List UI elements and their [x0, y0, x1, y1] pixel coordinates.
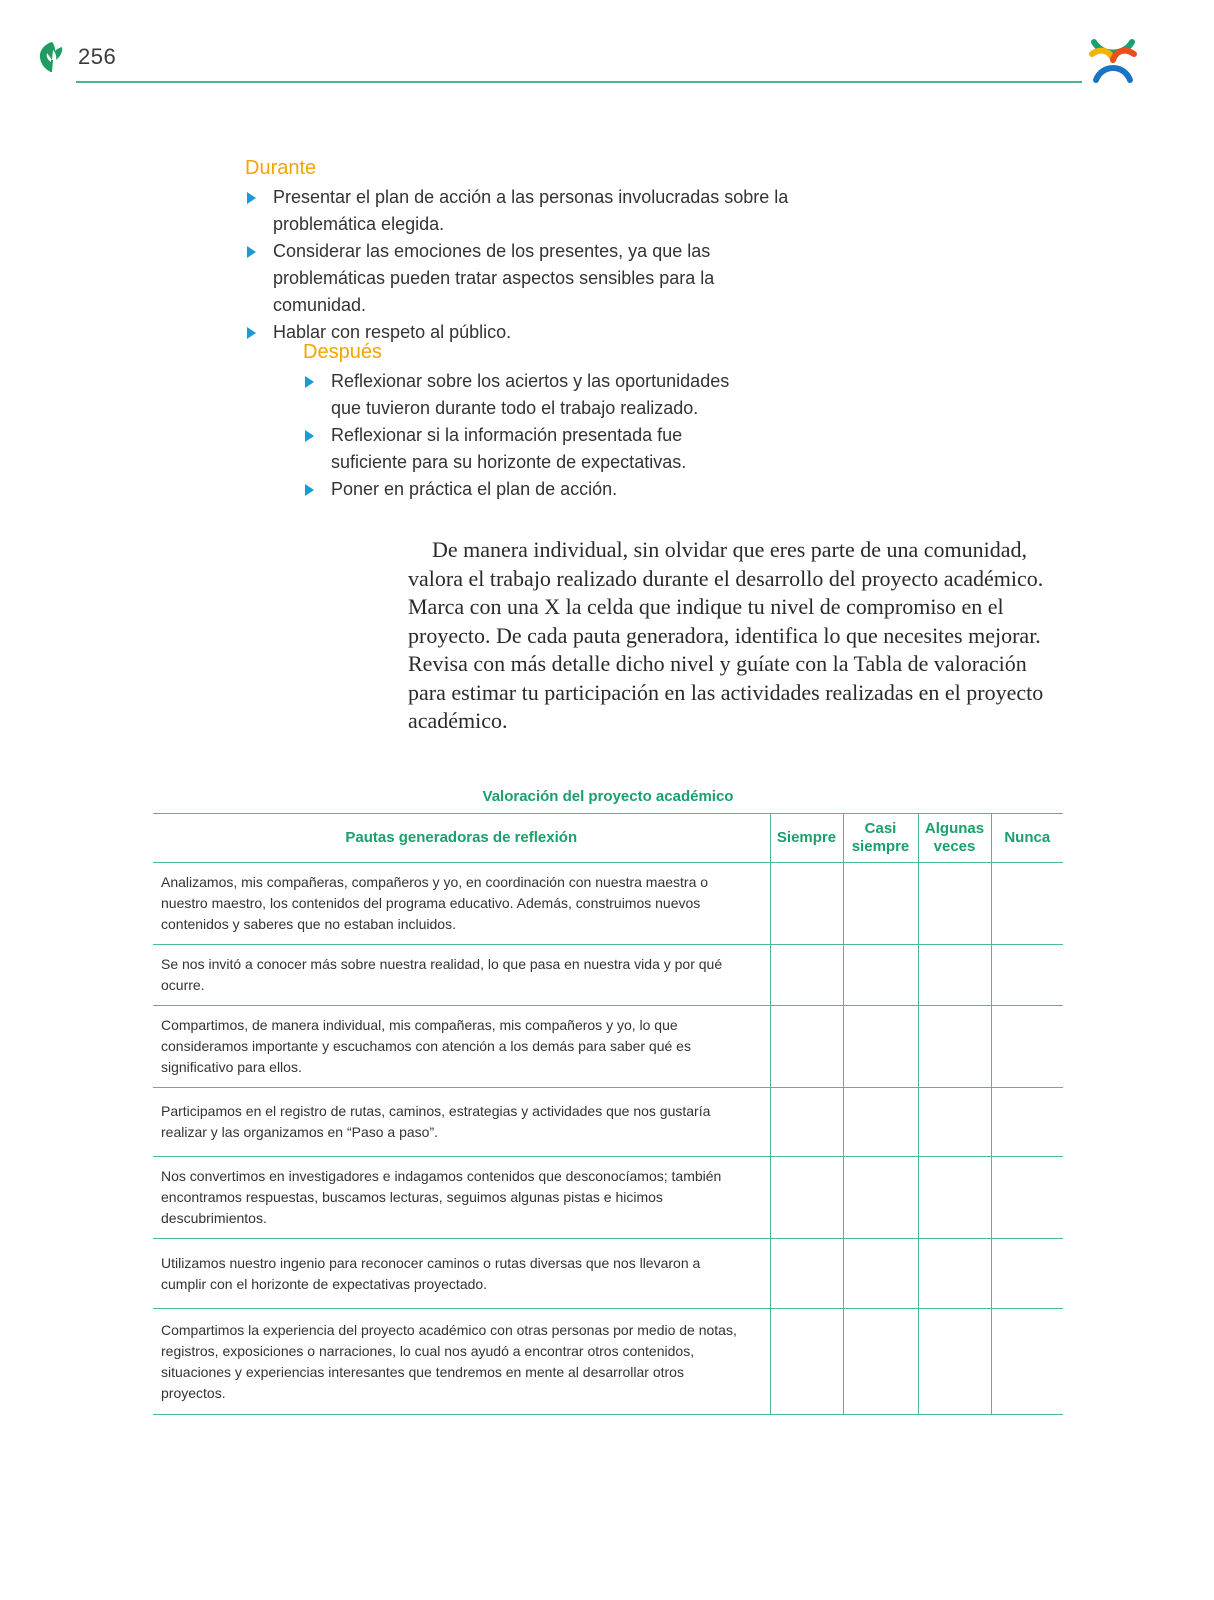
algunas-veces-cell[interactable] [918, 945, 991, 1006]
criterion-cell: Compartimos, de manera individual, mis compañeras, mis compañeros y yo, lo que consideramos importante y escuchamos con atención a los demás para saber qué es significativo para ellos. [153, 1006, 770, 1088]
logo-icon [1088, 34, 1138, 84]
table-row [153, 863, 1063, 945]
column-header-casi-siempre: Casi siempre [843, 814, 918, 863]
table-caption: Valoración del proyecto académico [482, 788, 734, 805]
list-item: Considerar las emociones de los presentes, ya que las problemáticas pueden tratar aspectos sensibles para la comunidad. [245, 238, 805, 319]
list-item: Reflexionar si la información presentada fue suficiente para su horizonte de expectativas. [303, 422, 733, 476]
criterion-cell: Participamos en el registro de rutas, caminos, estrategias y actividades que nos gustaría realizar y las organizamos en “Paso a paso”. [153, 1088, 770, 1157]
list-item: Reflexionar sobre los aciertos y las oportunidades que tuvieron durante todo el trabajo realizado. [303, 368, 733, 422]
column-header-siempre: Siempre [770, 814, 843, 863]
algunas-veces-cell[interactable] [918, 1157, 991, 1239]
list-item: Poner en práctica el plan de acción. [303, 476, 733, 503]
casi-siempre-cell[interactable] [843, 1309, 918, 1415]
nunca-cell[interactable] [991, 1088, 1063, 1157]
algunas-veces-cell[interactable] [918, 1088, 991, 1157]
table-row [153, 1239, 1063, 1309]
algunas-veces-cell[interactable] [918, 1239, 991, 1309]
siempre-cell[interactable] [770, 1088, 843, 1157]
criterion-cell: Utilizamos nuestro ingenio para reconocer caminos o rutas diversas que nos llevaron a cumplir con el horizonte de expectativas proyectado. [153, 1239, 770, 1309]
table-row [153, 1157, 1063, 1239]
criterion-cell: Compartimos la experiencia del proyecto académico con otras personas por medio de notas, registros, exposiciones o narraciones, lo cual nos ayudó a encontrar otros contenidos, situaciones y experiencias interesantes que tendremos en mente al desarrollar otros proyectos. [153, 1309, 770, 1415]
criterion-cell: Nos convertimos en investigadores e indagamos contenidos que desconocíamos; también encontramos respuestas, buscamos lecturas, seguimos algunas pistas e hicimos descubrimientos. [153, 1157, 770, 1239]
header-divider [76, 81, 1082, 83]
siempre-cell[interactable] [770, 863, 843, 945]
nunca-cell[interactable] [991, 1239, 1063, 1309]
durante-list [245, 184, 805, 346]
list-item: Presentar el plan de acción a las personas involucradas sobre la problemática elegida. [245, 184, 805, 238]
siempre-cell[interactable] [770, 1157, 843, 1239]
table-row [153, 945, 1063, 1006]
siempre-cell[interactable] [770, 1006, 843, 1088]
nunca-cell[interactable] [991, 1309, 1063, 1415]
algunas-veces-cell[interactable] [918, 1006, 991, 1088]
nunca-cell[interactable] [991, 1006, 1063, 1088]
nunca-cell[interactable] [991, 945, 1063, 1006]
table-row [153, 1006, 1063, 1088]
table-row [153, 1309, 1063, 1415]
section-title-despues: Después [303, 341, 382, 363]
column-header-algunas-veces: Algunas veces [918, 814, 991, 863]
page-number: 256 [78, 44, 117, 69]
criterion-cell: Se nos invitó a conocer más sobre nuestra realidad, lo que pasa en nuestra vida y por qué ocurre. [153, 945, 770, 1006]
list-item: Hablar con respeto al público. [245, 319, 805, 346]
casi-siempre-cell[interactable] [843, 863, 918, 945]
section-title-durante: Durante [245, 157, 317, 179]
column-header-pautas: Pautas generadoras de reflexión [153, 814, 770, 863]
table-header-row [153, 814, 1063, 863]
siempre-cell[interactable] [770, 945, 843, 1006]
criterion-cell: Analizamos, mis compañeras, compañeros y yo, en coordinación con nuestra maestra o nuestro maestro, los contenidos del programa educativo. Además, construimos nuevos contenidos y saberes que no estaban incluidos. [153, 863, 770, 945]
nunca-cell[interactable] [991, 863, 1063, 945]
casi-siempre-cell[interactable] [843, 1239, 918, 1309]
casi-siempre-cell[interactable] [843, 1006, 918, 1088]
casi-siempre-cell[interactable] [843, 1088, 918, 1157]
evaluation-table [153, 813, 1063, 1415]
nunca-cell[interactable] [991, 1157, 1063, 1239]
leaf-icon [36, 40, 68, 74]
casi-siempre-cell[interactable] [843, 1157, 918, 1239]
despues-list [303, 368, 733, 503]
table-row [153, 1088, 1063, 1157]
siempre-cell[interactable] [770, 1309, 843, 1415]
casi-siempre-cell[interactable] [843, 945, 918, 1006]
algunas-veces-cell[interactable] [918, 1309, 991, 1415]
siempre-cell[interactable] [770, 1239, 843, 1309]
instruction-paragraph: De manera individual, sin olvidar que eres parte de una comunidad, valora el trabajo realizado durante el desarrollo del proyecto académico. Marca con una X la celda que indique tu nivel de compromiso en el proyecto. De cada pauta generadora, identifica lo que necesites mejorar. Revisa con más detalle dicho nivel y guíate con la Tabla de valoración para estimar tu participación en las actividades realizadas en el proyecto académico. [408, 537, 1044, 733]
algunas-veces-cell[interactable] [918, 863, 991, 945]
column-header-nunca: Nunca [991, 814, 1063, 863]
